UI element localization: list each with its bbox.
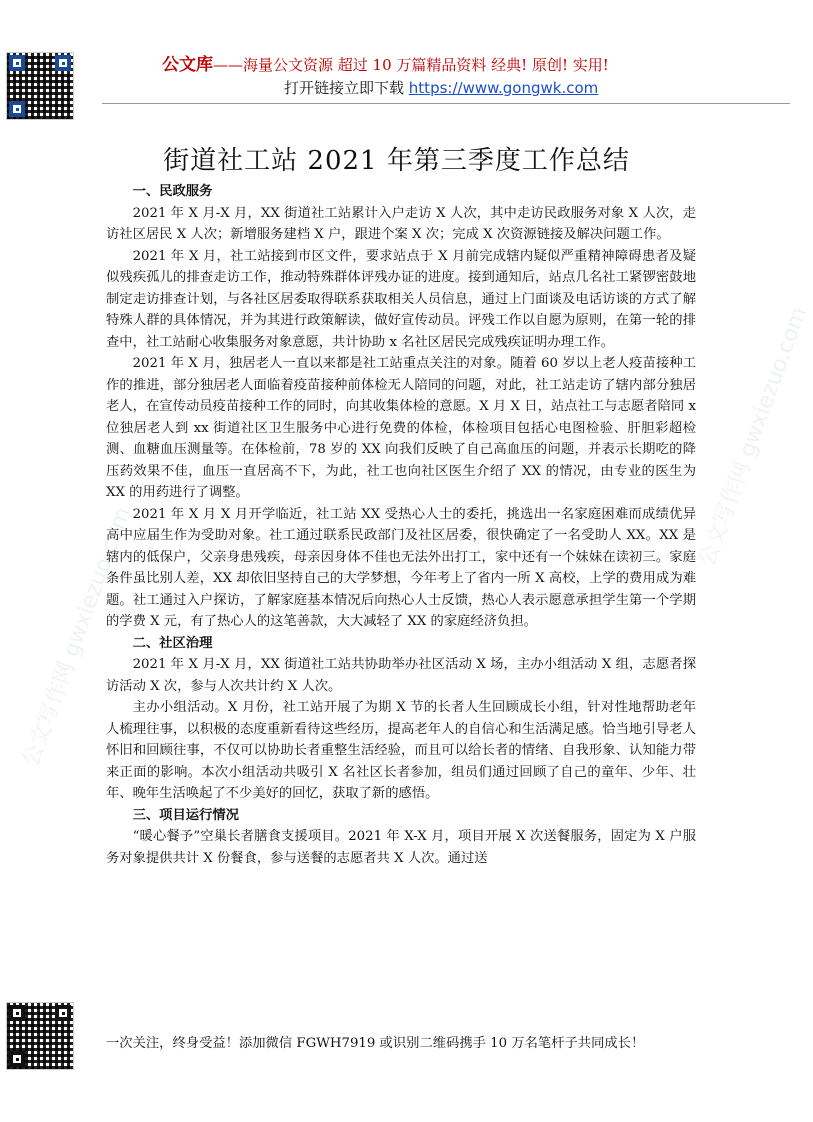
download-text: 打开链接立即下载 bbox=[284, 79, 405, 97]
download-line bbox=[284, 77, 598, 98]
watermark: 公文写作网 gwxiezuo.com bbox=[694, 304, 812, 571]
document-title: 街道社工站 2021 年第三季度工作总结 bbox=[163, 146, 630, 176]
paragraph: “暖心餐予”空巢长者膳食支援项目。2021 年 X-X 月，项目开展 X 次送餐服务，固定为 X 户服务对象提供共计 X 份餐食，参与送餐的志愿者共 X 人次。通过送 bbox=[106, 829, 696, 866]
paragraph: 2021 年 X 月-X 月，XX 街道社工站累计入户走访 X 人次，其中走访民政服务对象 X 人次，走访社区居民 X 人次；新增服务建档 X 户，跟进个案 X 次；完成 X 次资源链接及解决问题工作。 bbox=[106, 205, 696, 242]
brand-name: 公文库 bbox=[162, 55, 213, 75]
section-heading: 一、民政服务 bbox=[132, 184, 213, 199]
paragraph: 2021 年 X 月-X 月，XX 街道社工站共协助举办社区活动 X 场，主办小组活动 X 组，志愿者探访活动 X 次，参与人次共计约 X 人次。 bbox=[106, 657, 696, 694]
paragraph: 2021 年 X 月 X 月开学临近，社工站 XX 受热心人士的委托，挑选出一名家庭困难而成绩优异高中应届生作为受助对象。社工通过联系民政部门及社区居委，很快确定了一名受助人 XX。XX 是辖内的低保户，父亲身患残疾，母亲因身体不佳也无法外出打工，家中还有一个妹妹在读初三。家庭条件虽比别人差，XX 却依旧坚持自己的大学梦想，今年考上了省内一所 X 高校，上学的费用成为难题。社工通过入户探访，了解家庭基本情况后向热心人士反馈，热心人表示愿意承担学生第一个学期的学费 X 元，有了热心人的这笔善款，大大减轻了 XX 的家庭经济负担。 bbox=[106, 506, 696, 629]
header-tagline bbox=[162, 50, 609, 75]
footer-note: 一次关注，终身受益！添加微信 FGWH7919 或识别二维码携手 10 万名笔杆子共同成长！ bbox=[106, 1036, 645, 1051]
paragraph: 2021 年 X 月，独居老人一直以来都是社工站重点关注的对象。随着 60 岁以上老人疫苗接种工作的推进，部分独居老人面临着疫苗接种前体检无人陪同的问题，对此，社工站走访了辖内部分独居老人，在宣传动员疫苗接种工作的同时，向其收集体检的意愿。X 月 X 日，站点社工与志愿者陪同 x 位独居老人到 xx 街道社区卫生服务中心进行免费的体检，体检项目包括心电图检验、肝胆彩超检测、血糖血压测量等。在体检前，78 岁的 XX 向我们反映了自己高血压的问题，并表示长期吃的降压药效果不佳，血压一直居高不下，为此，社工也向社区医生介绍了 XX 的情况，由专业的医生为 XX 的用药进行了调整。 bbox=[106, 356, 696, 500]
document-body bbox=[106, 181, 696, 869]
watermark: 公文写作网 gwxiezuo.com bbox=[18, 504, 136, 771]
paragraph: 2021 年 X 月，社工站接到市区文件，要求站点于 X 月前完成辖内疑似严重精神障碍患者及疑似残疾孤儿的排查走访工作，推动特殊群体评残办证的进度。接到通知后，站点几名社工紧锣密鼓地制定走访排查计划，与各社区居委取得联系获取相关人员信息，通过上门面谈及电话访谈的方式了解特殊人群的具体情况，并为其进行政策解读，做好宣传动员。评残工作以自愿为原则，在第一轮的排查中，社工站耐心收集服务对象意愿，共计协助 x 名社区居民完成残疾证明办理工作。 bbox=[106, 248, 696, 350]
section-heading: 二、社区治理 bbox=[132, 635, 213, 651]
wechat-qr-code-icon[interactable] bbox=[6, 1002, 74, 1070]
section-heading: 三、项目运行情况 bbox=[132, 807, 239, 823]
qr-code-icon[interactable] bbox=[6, 52, 74, 120]
paragraph: 主办小组活动。X 月份，社工站开展了为期 X 节的长者人生回顾成长小组，针对性地帮助老年人梳理往事，以积极的态度重新看待这些经历，提高老年人的自信心和生活满足感。恰当地引导老人怀旧和回顾往事，不仅可以协助长者重整生活经验，而且可以给长者的情绪、自我形象、认知能力带来正面的影响。本次小组活动共吸引 X 名社区长者参加，组员们通过回顾了自己的童年、少年、壮年、晚年生活唤起了不少美好的回忆，获取了新的感悟。 bbox=[106, 700, 696, 801]
header-divider bbox=[102, 103, 790, 104]
tagline-text: ——海量公文资源 超过 10 万篇精品资料 经典! 原创! 实用! bbox=[213, 56, 609, 74]
page-header bbox=[0, 0, 793, 130]
download-link[interactable]: https://www.gongwk.com bbox=[408, 79, 599, 97]
